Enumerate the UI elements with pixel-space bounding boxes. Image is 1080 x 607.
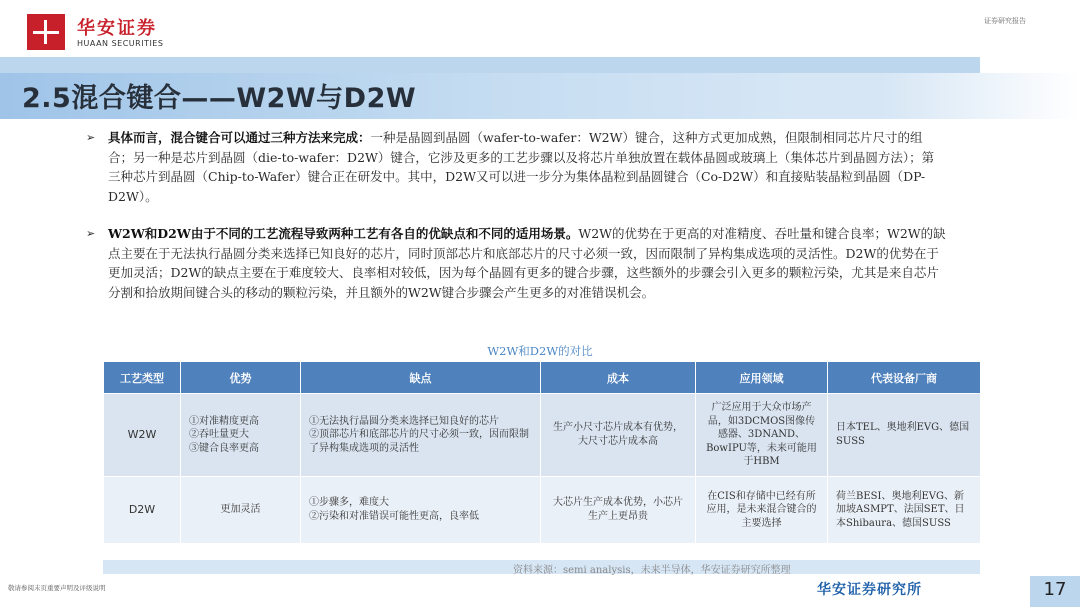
disclaimer: 敬请参阅末页重要声明及评级说明 bbox=[8, 584, 106, 592]
header-cell: 代表设备厂商 bbox=[828, 362, 981, 394]
arrow-bullet-icon: ➢ bbox=[86, 227, 96, 240]
report-type: 证券研究报告 bbox=[984, 17, 1026, 25]
page-number: 17 bbox=[1043, 579, 1067, 600]
bullet-1 bbox=[86, 128, 946, 206]
cons-cell: ①步骤多，难度大 ②污染和对准错误可能性更高，良率低 bbox=[301, 477, 541, 544]
logo-icon bbox=[27, 14, 65, 50]
header-cell: 应用领域 bbox=[696, 362, 828, 394]
table-row bbox=[104, 394, 981, 477]
bullet-2 bbox=[86, 224, 946, 302]
header-cell: 工艺类型 bbox=[104, 362, 181, 394]
table-row bbox=[104, 477, 981, 544]
pros-cell: 更加灵活 bbox=[181, 477, 301, 544]
comparison-table bbox=[103, 361, 981, 544]
bullet-body: W2W的优势在于更高的对准精度、吞吐量和键合良率；W2W的缺点主要在于无法执行晶圆分类来选择已知良好的芯片，同时顶部芯片和底部芯片的尺寸必须一致，因而限制了异构集成选项的灵活性。D2W的优势在于更加灵活；D2W的缺点主要在于难度较大、良率相对较低，因为每个晶圆有更多的键合步骤，这些额外的步骤会引入更多的颗粒污染，尤其是来自芯片分割和拾放期间键合头的移动的颗粒污染，并且额外的W2W键合步骤会产生更多的对准错误机会。 bbox=[108, 226, 946, 300]
vendors-cell: 日本TEL、奥地利EVG、德国SUSS bbox=[828, 394, 981, 477]
cons-cell: ①无法执行晶圆分类来选择已知良好的芯片 ②顶部芯片和底部芯片的尺寸必须一致，因而限制了异构集成选项的灵活性 bbox=[301, 394, 541, 477]
header-cell: 成本 bbox=[541, 362, 696, 394]
logo-en: HUAAN SECURITIES bbox=[77, 39, 164, 48]
pros-cell: ①对准精度更高 ②吞吐量更大 ③键合良率更高 bbox=[181, 394, 301, 477]
source-note: 资料来源：semi analysis，未来半导体，华安证券研究所整理 bbox=[513, 565, 791, 576]
header-cell: 优势 bbox=[181, 362, 301, 394]
header-cell: 缺点 bbox=[301, 362, 541, 394]
type-cell: W2W bbox=[104, 394, 181, 477]
type-cell: D2W bbox=[104, 477, 181, 544]
cost-cell: 大芯片生产成本优势，小芯片生产上更昂贵 bbox=[541, 477, 696, 544]
page-title: 2.5混合键合——W2W与D2W bbox=[22, 83, 417, 114]
bullet-lead: W2W和D2W由于不同的工艺流程导致两种工艺有各自的优缺点和不同的适用场景。 bbox=[108, 226, 579, 241]
arrow-bullet-icon: ➢ bbox=[86, 131, 96, 144]
apps-cell: 广泛应用于大众市场产品，如3DCMOS图像传感器、3DNAND、BowIPU等，未来可能用于HBM bbox=[696, 394, 828, 477]
apps-cell: 在CIS和存储中已经有所应用，是未来混合键合的主要选择 bbox=[696, 477, 828, 544]
table-caption: W2W和D2W的对比 bbox=[487, 344, 593, 358]
bullet-body: 一种是晶圆到晶圆（wafer-to-wafer：W2W）键合，这种方式更加成熟，但限制相同芯片尺寸的组合；另一种是芯片到晶圆（die-to-wafer：D2W）键合，它涉及更多的工艺步骤以及将芯片单独放置在载体晶圆或玻璃上（集体芯片到晶圆方法）；第三种芯片到晶圆（Chip-to-Wafer）键合正在研发中。其中，D2W又可以进一步分为集体晶粒到晶圆键合（Co-D2W）和直接贴装晶粒到晶圆（DP-D2W）。 bbox=[108, 130, 935, 204]
footer-brand: 华安证券研究所 bbox=[817, 582, 922, 598]
bullet-lead: 具体而言，混合键合可以通过三种方法来完成： bbox=[108, 130, 371, 145]
cost-cell: 生产小尺寸芯片成本有优势，大尺寸芯片成本高 bbox=[541, 394, 696, 477]
logo-cn: 华安证券 bbox=[77, 18, 157, 39]
table-header-row bbox=[104, 362, 981, 394]
vendors-cell: 荷兰BESI、奥地利EVG、新加坡ASMPT、法国SET、日本Shibaura、德国SUSS bbox=[828, 477, 981, 544]
